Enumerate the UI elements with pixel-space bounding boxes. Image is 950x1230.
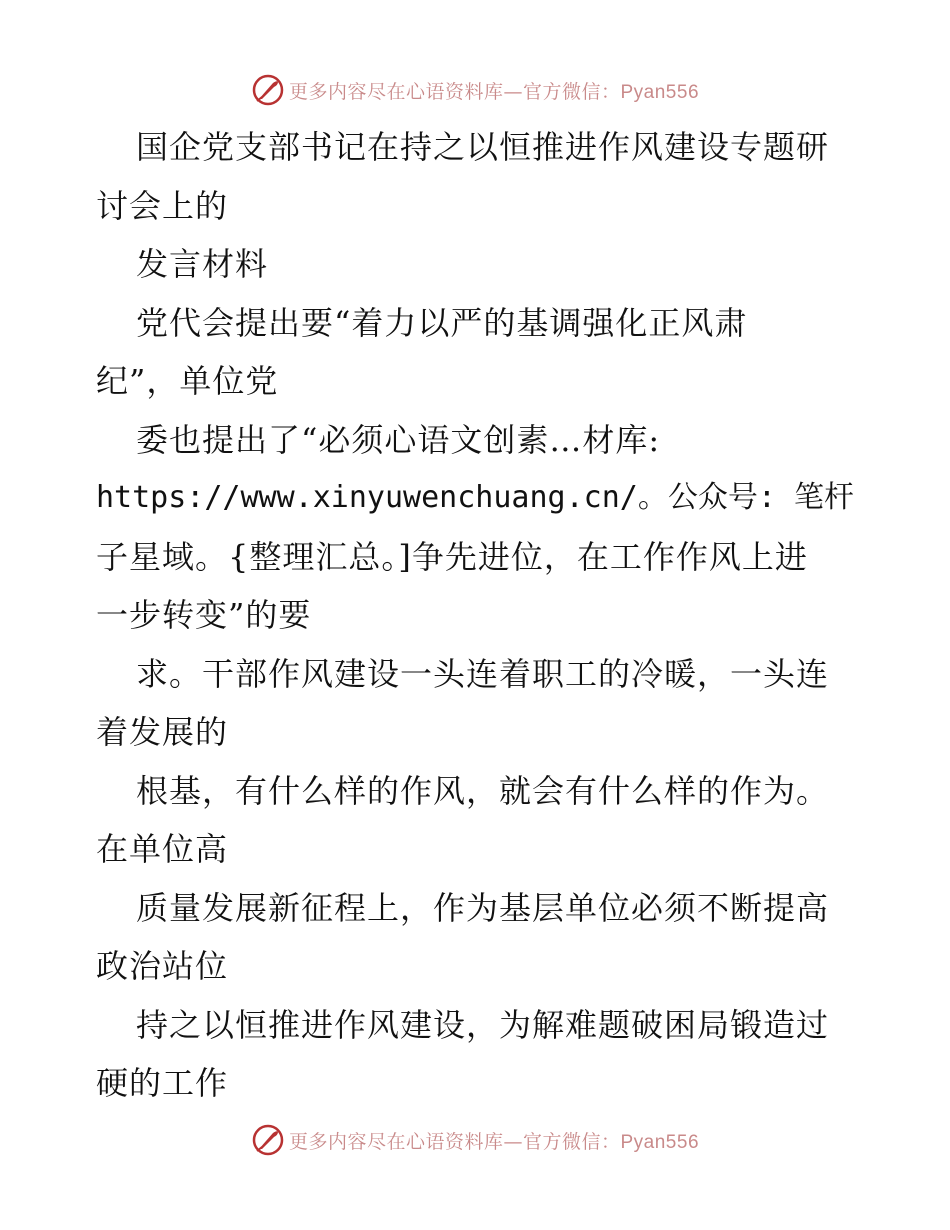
text-line: 在单位高 [96, 830, 229, 868]
text-line: 委也提出了“必须心语文创素…材库: [136, 420, 661, 459]
text-line: 政治站位 [96, 947, 229, 985]
header-watermark-banner [0, 70, 950, 110]
feather-pen-circle-icon [251, 73, 285, 107]
wechat-id: Pyan556 [620, 1131, 700, 1153]
text-line: 党代会提出要“着力以严的基调强化正风肃 [136, 303, 748, 342]
text-line: 讨会上的 [96, 186, 229, 225]
watermark-label: 更多内容尽在心语资料库—官方微信： [288, 80, 621, 103]
text-line: https://www.xinyuwenchuang.cn/。公众号: 笔杆 [96, 480, 854, 515]
footer-watermark-banner [0, 1120, 950, 1160]
text-line: 求。干部作风建设一头连着职工的冷暖，一头连 [136, 654, 830, 693]
document-body [96, 118, 856, 1113]
watermark-text [289, 77, 699, 104]
text-line: 着发展的 [96, 713, 229, 751]
feather-pen-circle-icon [251, 1123, 285, 1157]
text-line: 根基，有什么样的作风，就会有什么样的作为。 [136, 771, 830, 810]
text-line: 质量发展新征程上，作为基层单位必须不断提高 [136, 888, 830, 927]
text-line: 硬的工作 [96, 1064, 229, 1102]
text-line: 纪”，单位党 [96, 362, 279, 400]
text-line: 国企党支部书记在持之以恒推进作风建设专题研 [136, 128, 830, 166]
watermark-label: 更多内容尽在心语资料库—官方微信： [288, 1130, 621, 1153]
text-line: 持之以恒推进作风建设，为解难题破困局锻造过 [136, 1005, 830, 1044]
text-line: 发言材料 [136, 245, 269, 283]
text-line: 一步转变”的要 [96, 596, 312, 634]
text-line: 子星域。{整理汇总。]争先进位，在工作作风上进 [96, 537, 808, 576]
wechat-id: Pyan556 [620, 81, 700, 103]
watermark-text [289, 1127, 699, 1154]
